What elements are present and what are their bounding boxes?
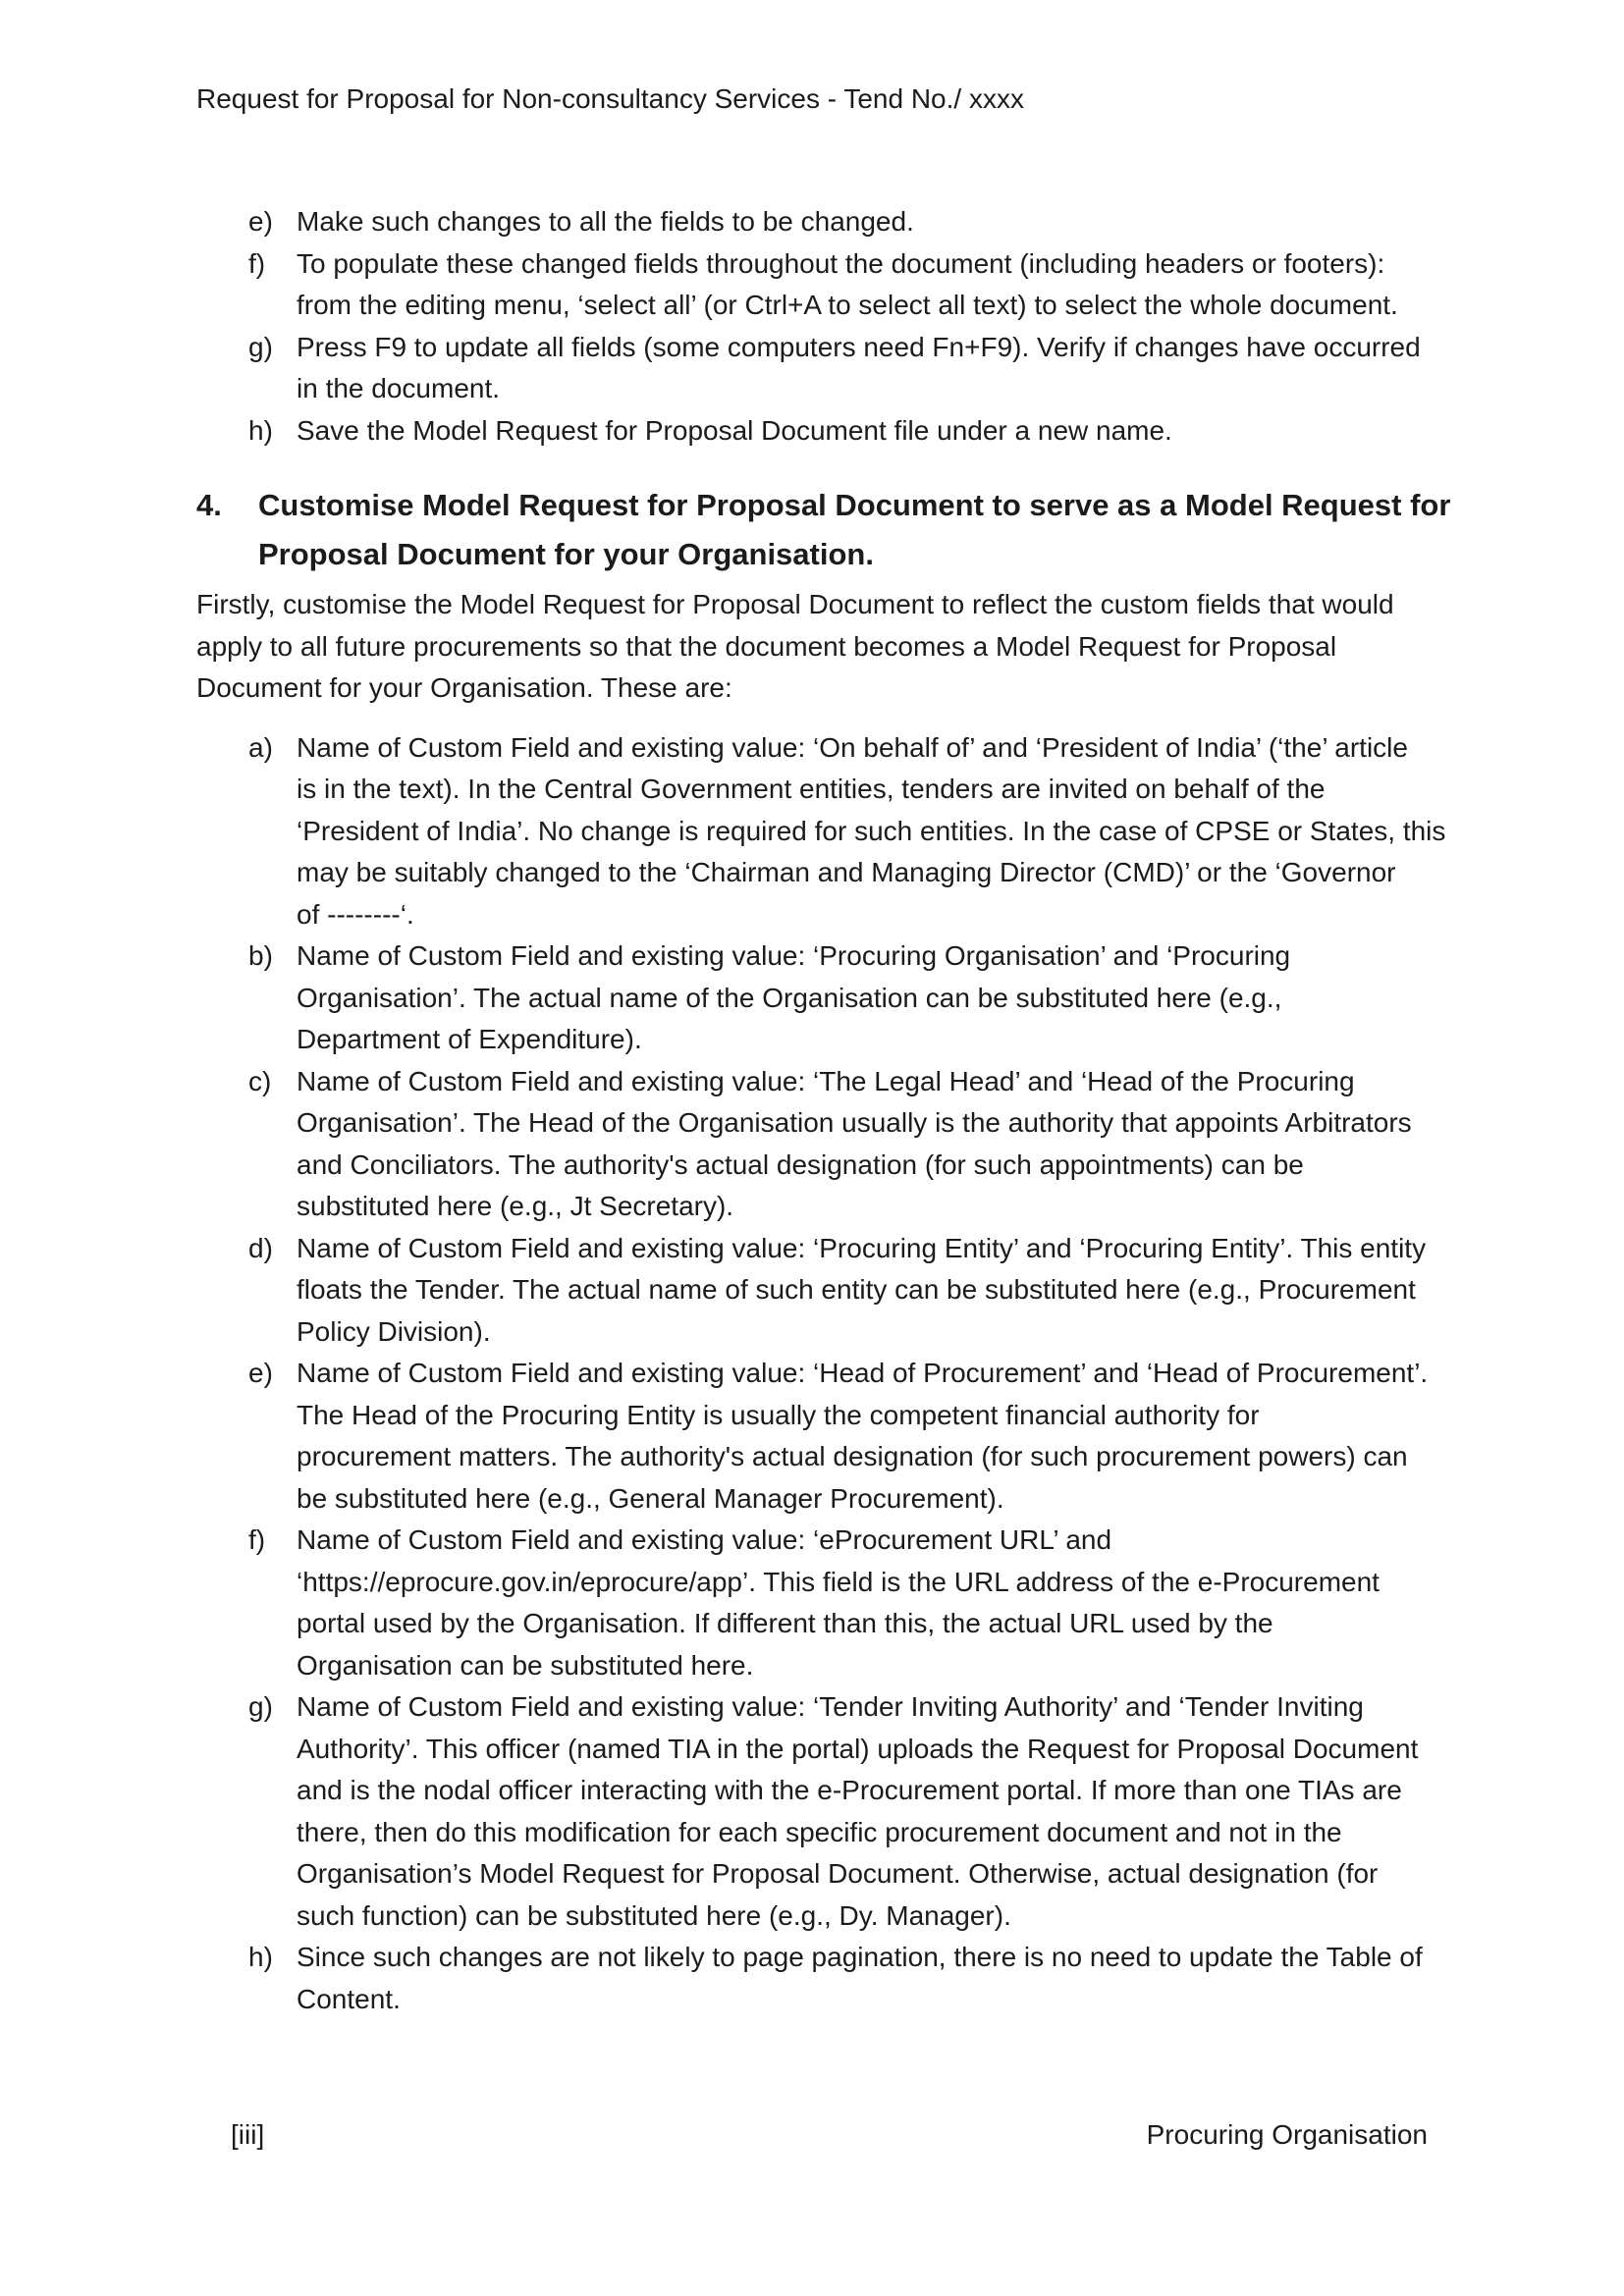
text-line: Organisation’. The actual name of the Organisation can be substituted here (e.g., xyxy=(297,982,1282,1013)
list-item xyxy=(196,935,1428,1061)
text-line: ‘President of India’. No change is required for such entities. In the case of CPSE or States, this xyxy=(297,815,1446,846)
list-item-marker: a) xyxy=(248,731,273,763)
custom-fields-list xyxy=(196,727,1446,2021)
text-line: Make such changes to all the fields to be changed. xyxy=(297,206,914,237)
text-line: Organisation’. The Head of the Organisation usually is the authority that appoints Arbitrators xyxy=(297,1107,1412,1138)
list-item xyxy=(196,1686,1428,1937)
section-heading-line: Proposal Document for your Organisation. xyxy=(258,537,874,571)
list-item xyxy=(196,327,1428,410)
list-item-marker: b) xyxy=(248,940,273,971)
text-line: procurement matters. The authority's actual designation (for such procurement powers) can xyxy=(297,1441,1408,1471)
text-line: be substituted here (e.g., General Manager Procurement). xyxy=(297,1482,1004,1514)
text-line: floats the Tender. The actual name of such entity can be substituted here (e.g., Procurement xyxy=(297,1274,1416,1305)
text-line: such function) can be substituted here (e.g., Dy. Manager). xyxy=(297,1899,1011,1931)
text-line: Save the Model Request for Proposal Document file under a new name. xyxy=(297,414,1172,446)
text-line: Content. xyxy=(297,1983,401,2014)
text-line: Name of Custom Field and existing value: ‘The Legal Head’ and ‘Head of the Procuring xyxy=(297,1065,1355,1096)
list-item xyxy=(196,1937,1428,2020)
intro-list xyxy=(196,201,1428,452)
text-line: Firstly, customise the Model Request for Proposal Document to reflect the custom fields that would xyxy=(196,589,1394,619)
page-number: [iii] xyxy=(231,2119,265,2150)
text-line: of --------‘. xyxy=(297,898,414,930)
list-item xyxy=(196,1228,1428,1354)
text-line: substituted here (e.g., Jt Secretary). xyxy=(297,1191,734,1221)
text-line: Authority’. This officer (named TIA in the portal) uploads the Request for Proposal Document xyxy=(297,1733,1419,1764)
document-body xyxy=(196,201,1451,2020)
text-line: Name of Custom Field and existing value: ‘Head of Procurement’ and ‘Head of Procurement’. xyxy=(297,1358,1429,1388)
list-item xyxy=(196,1061,1428,1228)
section-heading xyxy=(196,481,1451,579)
section-number: 4. xyxy=(196,488,222,522)
text-line: Name of Custom Field and existing value: ‘On behalf of’ and ‘President of India’ (‘the’ article xyxy=(297,731,1408,763)
text-line: may be suitably changed to the ‘Chairman and Managing Director (CMD)’ or the ‘Governor xyxy=(297,857,1396,887)
text-line: from the editing menu, ‘select all’ (or Ctrl+A to select all text) to select the whole document. xyxy=(297,290,1398,320)
footer-label: Procuring Organisation xyxy=(1146,2119,1428,2150)
text-line: Press F9 to update all fields (some computers need Fn+F9). Verify if changes have occurred xyxy=(297,331,1421,362)
list-item-marker: d) xyxy=(248,1232,273,1263)
list-item-marker: h) xyxy=(248,414,273,446)
list-item-marker: f) xyxy=(248,1524,266,1555)
text-line: Name of Custom Field and existing value: ‘Tender Inviting Authority’ and ‘Tender Inviting xyxy=(297,1691,1364,1722)
text-line: Name of Custom Field and existing value: ‘eProcurement URL’ and xyxy=(297,1524,1112,1555)
text-line: apply to all future procurements so that the document becomes a Model Request for Proposal xyxy=(196,630,1337,662)
text-line: Name of Custom Field and existing value: ‘Procuring Organisation’ and ‘Procuring xyxy=(297,940,1291,971)
list-item xyxy=(196,410,1428,453)
text-line: Name of Custom Field and existing value: ‘Procuring Entity’ and ‘Procuring Entity’. This entity xyxy=(297,1232,1427,1263)
list-item xyxy=(196,243,1428,327)
text-line: and Conciliators. The authority's actual designation (for such appointments) can be xyxy=(297,1148,1304,1180)
list-item-marker: c) xyxy=(248,1065,272,1096)
text-line: there, then do this modification for each specific procurement document and not in the xyxy=(297,1816,1342,1847)
section-paragraph xyxy=(196,584,1428,710)
text-line: portal used by the Organisation. If different than this, the actual URL used by the xyxy=(297,1608,1273,1638)
text-line: ‘https://eprocure.gov.in/eprocure/app’. This field is the URL address of the e-Procurement xyxy=(297,1566,1380,1597)
text-line: Policy Division). xyxy=(297,1315,491,1347)
text-line: Organisation can be substituted here. xyxy=(297,1649,754,1681)
list-item xyxy=(196,727,1446,936)
list-item-marker: e) xyxy=(248,206,273,237)
text-line: To populate these changed fields throughout the document (including headers or footers): xyxy=(297,247,1385,279)
list-item xyxy=(196,1520,1428,1686)
text-line: and is the nodal officer interacting with the e-Procurement portal. If more than one TIAs are xyxy=(297,1775,1402,1805)
page-footer xyxy=(196,2118,1428,2152)
list-item xyxy=(196,1353,1428,1520)
list-item-marker: f) xyxy=(248,247,266,279)
text-line: in the document. xyxy=(297,373,501,403)
list-item-marker: g) xyxy=(248,331,273,362)
text-line: Department of Expenditure). xyxy=(297,1024,642,1054)
list-item-marker: g) xyxy=(248,1691,273,1722)
page-header: Request for Proposal for Non-consultancy Services - Tend No./ xxxx xyxy=(196,83,1024,114)
text-line: is in the text). In the Central Government entities, tenders are invited on behalf of the xyxy=(297,774,1326,804)
list-item xyxy=(196,201,1428,243)
text-line: Organisation’s Model Request for Proposal Document. Otherwise, actual designation (for xyxy=(297,1858,1379,1889)
text-line: Document for your Organisation. These are: xyxy=(196,672,732,703)
list-item-marker: h) xyxy=(248,1942,273,1972)
text-line: The Head of the Procuring Entity is usually the competent financial authority for xyxy=(297,1399,1260,1430)
text-line: Since such changes are not likely to page pagination, there is no need to update the Table of xyxy=(297,1942,1423,1972)
list-item-marker: e) xyxy=(248,1358,273,1388)
section-heading-line: Customise Model Request for Proposal Document to serve as a Model Request for xyxy=(258,488,1451,522)
